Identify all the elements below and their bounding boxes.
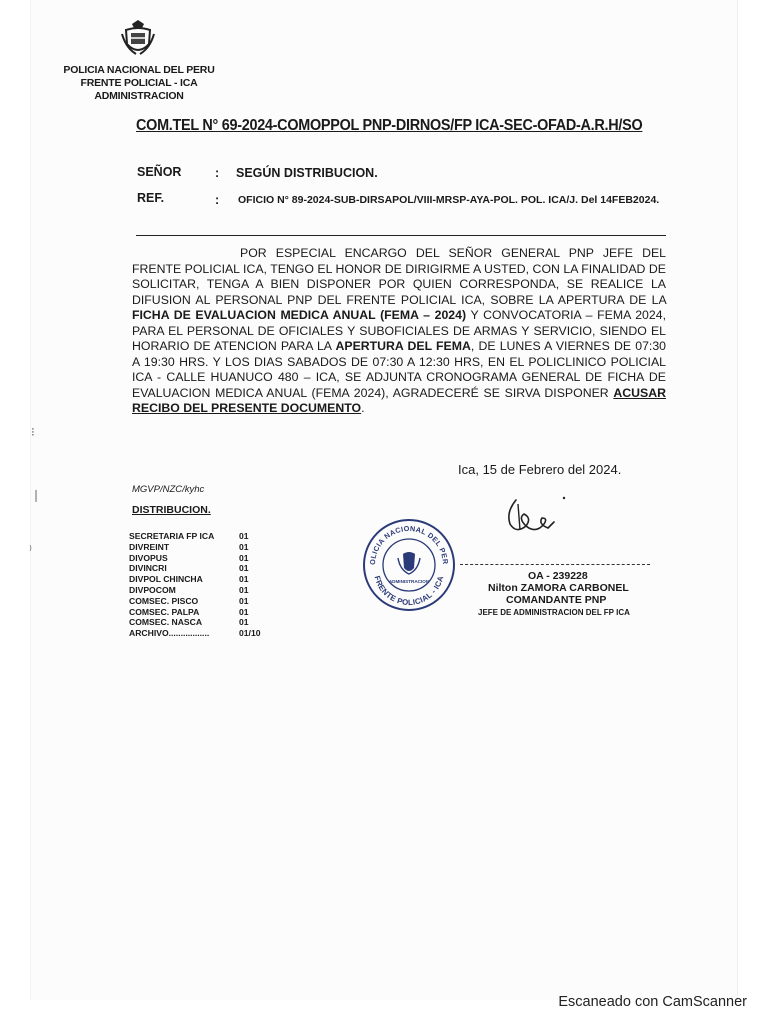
list-item	[129, 542, 269, 553]
initials: MGVP/NZC/kyhc	[132, 484, 205, 495]
signer-oa: OA - 239228	[528, 570, 588, 582]
letterhead-line: ADMINISTRACION	[94, 90, 184, 102]
body-paragraph	[132, 246, 666, 417]
camscanner-footer: Escaneado con CamScanner	[558, 994, 747, 1010]
list-item	[129, 563, 269, 574]
distribution-count: 01/10	[239, 628, 261, 639]
signature-line	[460, 564, 650, 565]
addressee-value: SEGÚN DISTRIBUCION.	[236, 166, 378, 180]
distribution-count: 01	[239, 595, 249, 606]
body-text: Y CONVOCATORIA – FEMA 2024, PARA EL PERSONAL DE OFICIALES Y SUBOFICIALES DE ARMAS Y SERVICIO, SIENDO EL HORARIO DE ATENCION PARA LA	[132, 308, 666, 353]
scan-artifact: ⁝	[31, 425, 35, 439]
distribution-count: 01	[239, 541, 249, 552]
list-item	[129, 596, 269, 607]
list-item	[129, 531, 269, 542]
distribution-count: 01	[239, 617, 249, 628]
signer-rank: COMANDANTE PNP	[506, 594, 607, 606]
body-bold-acusar: ACUSAR RECIBO DEL PRESENTE DOCUMENTO	[132, 385, 666, 415]
body-bold-fema: FICHA DE EVALUACION MEDICA ANUAL (FEMA – 2024)	[132, 308, 467, 322]
svg-text:FRENTE POLICIAL - ICA: FRENTE POLICIAL - ICA	[372, 574, 446, 608]
body-bold-apertura: APERTURA DEL FEMA	[335, 339, 471, 353]
list-item	[129, 553, 269, 564]
scan-artifact: ⁾	[29, 543, 32, 557]
distribution-name: COMSEC. PALPA	[129, 606, 200, 617]
scan-artifact: ❘	[31, 488, 42, 502]
distribution-count: 01	[239, 563, 249, 574]
police-crest-icon	[120, 18, 156, 58]
reference-value: OFICIO N° 89-2024-SUB-DIRSAPOL/VIII-MRSP-AYA-POL. POL. ICA/J. Del 14FEB2024.	[238, 194, 660, 206]
distribution-name: SECRETARIA FP ICA	[129, 531, 215, 541]
distribution-name: DIVINCRI	[129, 563, 167, 574]
signer-position: JEFE DE ADMINISTRACION DEL FP ICA	[478, 608, 630, 617]
distribution-name: DIVPOL CHINCHA	[129, 574, 203, 585]
distribution-name: DIVPOCOM	[129, 584, 176, 595]
body-text: .	[361, 401, 365, 415]
body-text: POR ESPECIAL ENCARGO DEL SEÑOR GENERAL PNP JEFE DEL FRENTE POLICIAL ICA, TENGO EL HONOR DE DIRIGIRME A USTED, CON LA FINALIDAD DE SOLICITAR, TENGA A BIEN DISPONER POR QUIEN CORRESPONDA, SE REALICE LA DIFUSION AL PERSONAL PNP DEL FRENTE POLICIAL ICA, SOBRE LA APERTURA DE LA	[132, 246, 666, 307]
letterhead-line: POLICIA NACIONAL DEL PERU	[63, 64, 215, 76]
addressee-label: SEÑOR	[137, 165, 182, 179]
distribution-list	[129, 531, 269, 639]
list-item	[129, 617, 269, 628]
official-seal	[362, 518, 456, 612]
distribution-count: 01	[239, 531, 249, 541]
reference-separator: :	[215, 193, 220, 207]
distribution-name: DIVOPUS	[129, 552, 168, 563]
svg-text:POLICIA NACIONAL DEL PERU: OLICIA NACIONAL DEL PER	[367, 523, 451, 566]
signer-name: Nilton ZAMORA CARBONEL	[488, 582, 629, 594]
body-text: , DE LUNES A VIERNES DE 07:30 A 19:30 HRS. Y LOS DIAS SABADOS DE 07:30 A 12:30 HRS, EN EL POLICLINICO POLICIAL ICA - CALLE HUANUCO 480 – ICA, SE ADJUNTA CRONOGRAMA GENERAL DE FICHA DE EVALUACION MEDICA ANUAL (FEMA 2024), AGRADECERÉ SE SIRVA DISPONER	[132, 339, 667, 400]
letterhead	[48, 64, 230, 103]
distribution-count: 01	[239, 574, 249, 585]
divider	[136, 235, 666, 236]
distribution-count: 01	[239, 606, 249, 617]
list-item	[129, 628, 269, 639]
distribution-heading: DISTRIBUCION.	[132, 504, 211, 516]
distribution-count: 01	[239, 552, 249, 563]
reference-label: REF.	[137, 191, 165, 205]
addressee-separator: :	[215, 166, 220, 180]
distribution-name: COMSEC. NASCA	[129, 617, 203, 628]
letterhead-line: FRENTE POLICIAL - ICA	[80, 77, 198, 89]
distribution-name: COMSEC. PISCO	[129, 595, 199, 606]
list-item	[129, 574, 269, 585]
date-line: Ica, 15 de Febrero del 2024.	[458, 462, 622, 477]
handwritten-signature	[496, 490, 566, 544]
svg-text:ADMINISTRACION: ADMINISTRACION	[388, 579, 430, 584]
list-item	[129, 607, 269, 618]
document-page	[30, 0, 738, 1000]
list-item	[129, 585, 269, 596]
distribution-name: ARCHIVO.................	[129, 628, 210, 639]
distribution-count: 01	[239, 584, 249, 595]
distribution-name: DIVREINT	[129, 541, 170, 552]
document-title: COM.TEL N° 69-2024-COMOPPOL PNP-DIRNOS/FP ICA-SEC-OFAD-A.R.H/SO	[136, 117, 643, 134]
